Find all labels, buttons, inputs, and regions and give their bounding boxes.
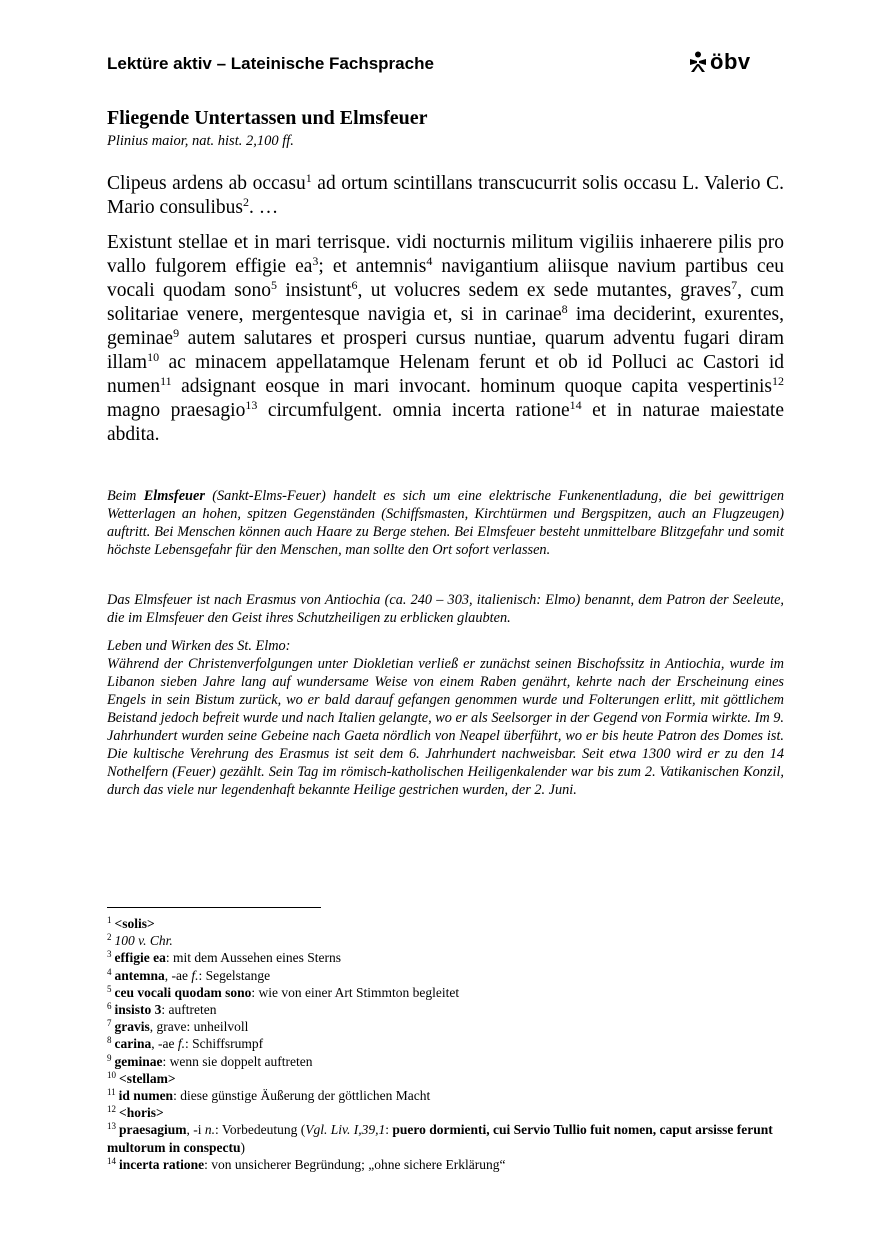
note-st-elmo (107, 637, 784, 799)
footnote-ref: 6 (351, 278, 358, 292)
footnote-13: $^{13}$ praesagium, -i n.: Vorbedeutung (Vgl. Liv. I,39,1: puero dormienti, cui Servio Tullio fuit nomen, caput arsisse ferunt multorum in conspectu) (107, 1121, 773, 1155)
footnote-6: $^6$ insisto 3: auftreten (107, 1001, 217, 1018)
footnote-ref: 2 (242, 195, 249, 209)
footnote-ref: 11 (160, 374, 172, 388)
oebv-star-icon (688, 51, 708, 73)
footnotes (107, 915, 784, 1173)
footnote-ref: 12 (772, 374, 784, 388)
footnote-4: $^4$ antemna, -ae f.: Segelstange (107, 966, 271, 983)
footnote-divider (107, 907, 321, 908)
footnote-ref: 7 (731, 278, 738, 292)
footnote-3: $^3$ effigie ea: mit dem Aussehen eines Sterns (107, 949, 341, 966)
note-heading: Leben und Wirken des St. Elmo: (107, 638, 291, 654)
latin-paragraph-1: Clipeus ardens ab occasu$^1$ ad ortum scintillans transcucurrit solis occasu L. Valerio C. Mario consulibus$^2$. … (107, 171, 785, 218)
publisher-logo (688, 50, 751, 74)
footnote-9: $^9$ geminae: wenn sie doppelt auftreten (107, 1052, 313, 1069)
footnote-ref: 10 (147, 350, 160, 364)
page-title: Fliegende Untertassen und Elmsfeuer (107, 107, 428, 129)
note-elmsfeuer: Beim Elmsfeuer (Sankt-Elms-Feuer) handelt es sich um eine elektrische Funkenentladung, die bei gewittrigen Wetterlagen an hohen, spitzen Gegenständen (Schiffsmasten, Kirchtürmen und Bergspitzen, auch an Flugzeugen) auftritt. Bei Menschen können auch Haare zu Berge stehen. Bei Elmsfeuer besteht unmittelbare Blitzgefahr und somit höchste Lebensgefahr für den Menschen, man sollte den Ort sofort verlassen. (107, 488, 784, 558)
footnote-10: $^{10}$ <stellam> (107, 1069, 176, 1086)
footnote-7: $^7$ gravis, grave: unheilvoll (107, 1018, 249, 1035)
footnote-5: $^5$ ceu vocali quodam sono: wie von einer Art Stimmton begleitet (107, 983, 460, 1000)
footnote-12: $^{12}$ <horis> (107, 1104, 164, 1121)
note-body: Während der Christenverfolgungen unter Diokletian verließ er zunächst seinen Bischofssitz in Antiochia, wurde im Libanon sieben Jahre lang auf wundersame Weise von einem Raben genährt, kehrte nach der Erscheinung eines Engels in sein Bistum zurück, wo er bald darauf gefangen genommen wurde und Folterungen erlitt, mit göttlichem Beistand jedoch befreit wurde und nach Italien gelangte, wo er als Seelsorger in der Gegend von Formia wirkte. Im 9. Jahrhundert wurden seine Gebeine nach Gaeta nördlich von Neapel überführt, wo er bis heute Patron des Domes ist. Die kultische Verehrung des Erasmus ist seit dem 6. Jahrhundert nachweisbar. Seit etwa 1300 wird er zu den 14 Nothelfern (Feuer) gezählt. Sein Tag im römisch-katholischen Heiligenkalender war bis zum 2. Vatikanischen Konzil, durch das viele nur legendenhaft bekannte Heilige gestrichen wurden, der 2. Juni. (107, 656, 784, 798)
footnote-1: $^1$ <solis> (107, 915, 155, 931)
logo-text: öbv (710, 49, 751, 74)
footnote-2: $^2$ 100 v. Chr. (107, 932, 173, 949)
footnote-14: $^{14}$ incerta ratione: von unsicherer Begründung; „ohne sichere Erklärung“ (107, 1155, 506, 1172)
footnote-ref: 4 (426, 254, 433, 268)
page-subtitle: Plinius maior, nat. hist. 2,100 ff. (107, 133, 294, 149)
footnote-ref: 13 (245, 398, 258, 412)
footnote-ref: 1 (305, 171, 312, 185)
note-erasmus: Das Elmsfeuer ist nach Erasmus von Antiochia (ca. 240 – 303, italienisch: Elmo) benannt, dem Patron der Seeleute, die im Elmsfeuer den Geist ihres Schutzheiligen zu erblicken glaubten. (107, 592, 784, 626)
footnote-ref: 14 (569, 398, 582, 412)
header-title: Lektüre aktiv – Lateinische Fachsprache (107, 54, 434, 73)
footnote-ref: 3 (312, 254, 319, 268)
footnote-ref: 5 (271, 278, 278, 292)
footnote-ref: 9 (173, 326, 180, 340)
footnote-ref: 8 (561, 302, 568, 316)
footnote-11: $^{11}$ id numen: diese günstige Äußerung der göttlichen Macht (107, 1087, 431, 1104)
latin-paragraph-2: Existunt stellae et in mari terrisque. vidi nocturnis militum vigiliis inhaerere pilis pro vallo fulgorem effigie $ea^3$; et antemnis$^4$ navigantium aliisque navium partibus ceu vocali quodam sono$^5$ insistunt$^6$, ut volucres sedem ex sede mutantes, graves$^7$, cum solitariae venere, mergentesque navigia et, si in carinae$^8$ ima deciderint, exurentes, geminae$^9$ autem salutares et prosperi cursus nuntiae, quarum adventu fugari diram illam$^{10}$ ac minacem appellatamque Helenam ferunt et ob id Polluci ac Castori id numen$^{11}$ adsignant eosque in mari invocant. hominum quoque capita vespertinis$^{12}$ magno praesagio$^{13}$ circumfulgent. omnia incerta ratione$^{14}$ et in naturae maiestate abdita. (107, 232, 784, 445)
footnote-8: $^8$ carina, -ae f.: Schiffsrumpf (107, 1035, 264, 1052)
